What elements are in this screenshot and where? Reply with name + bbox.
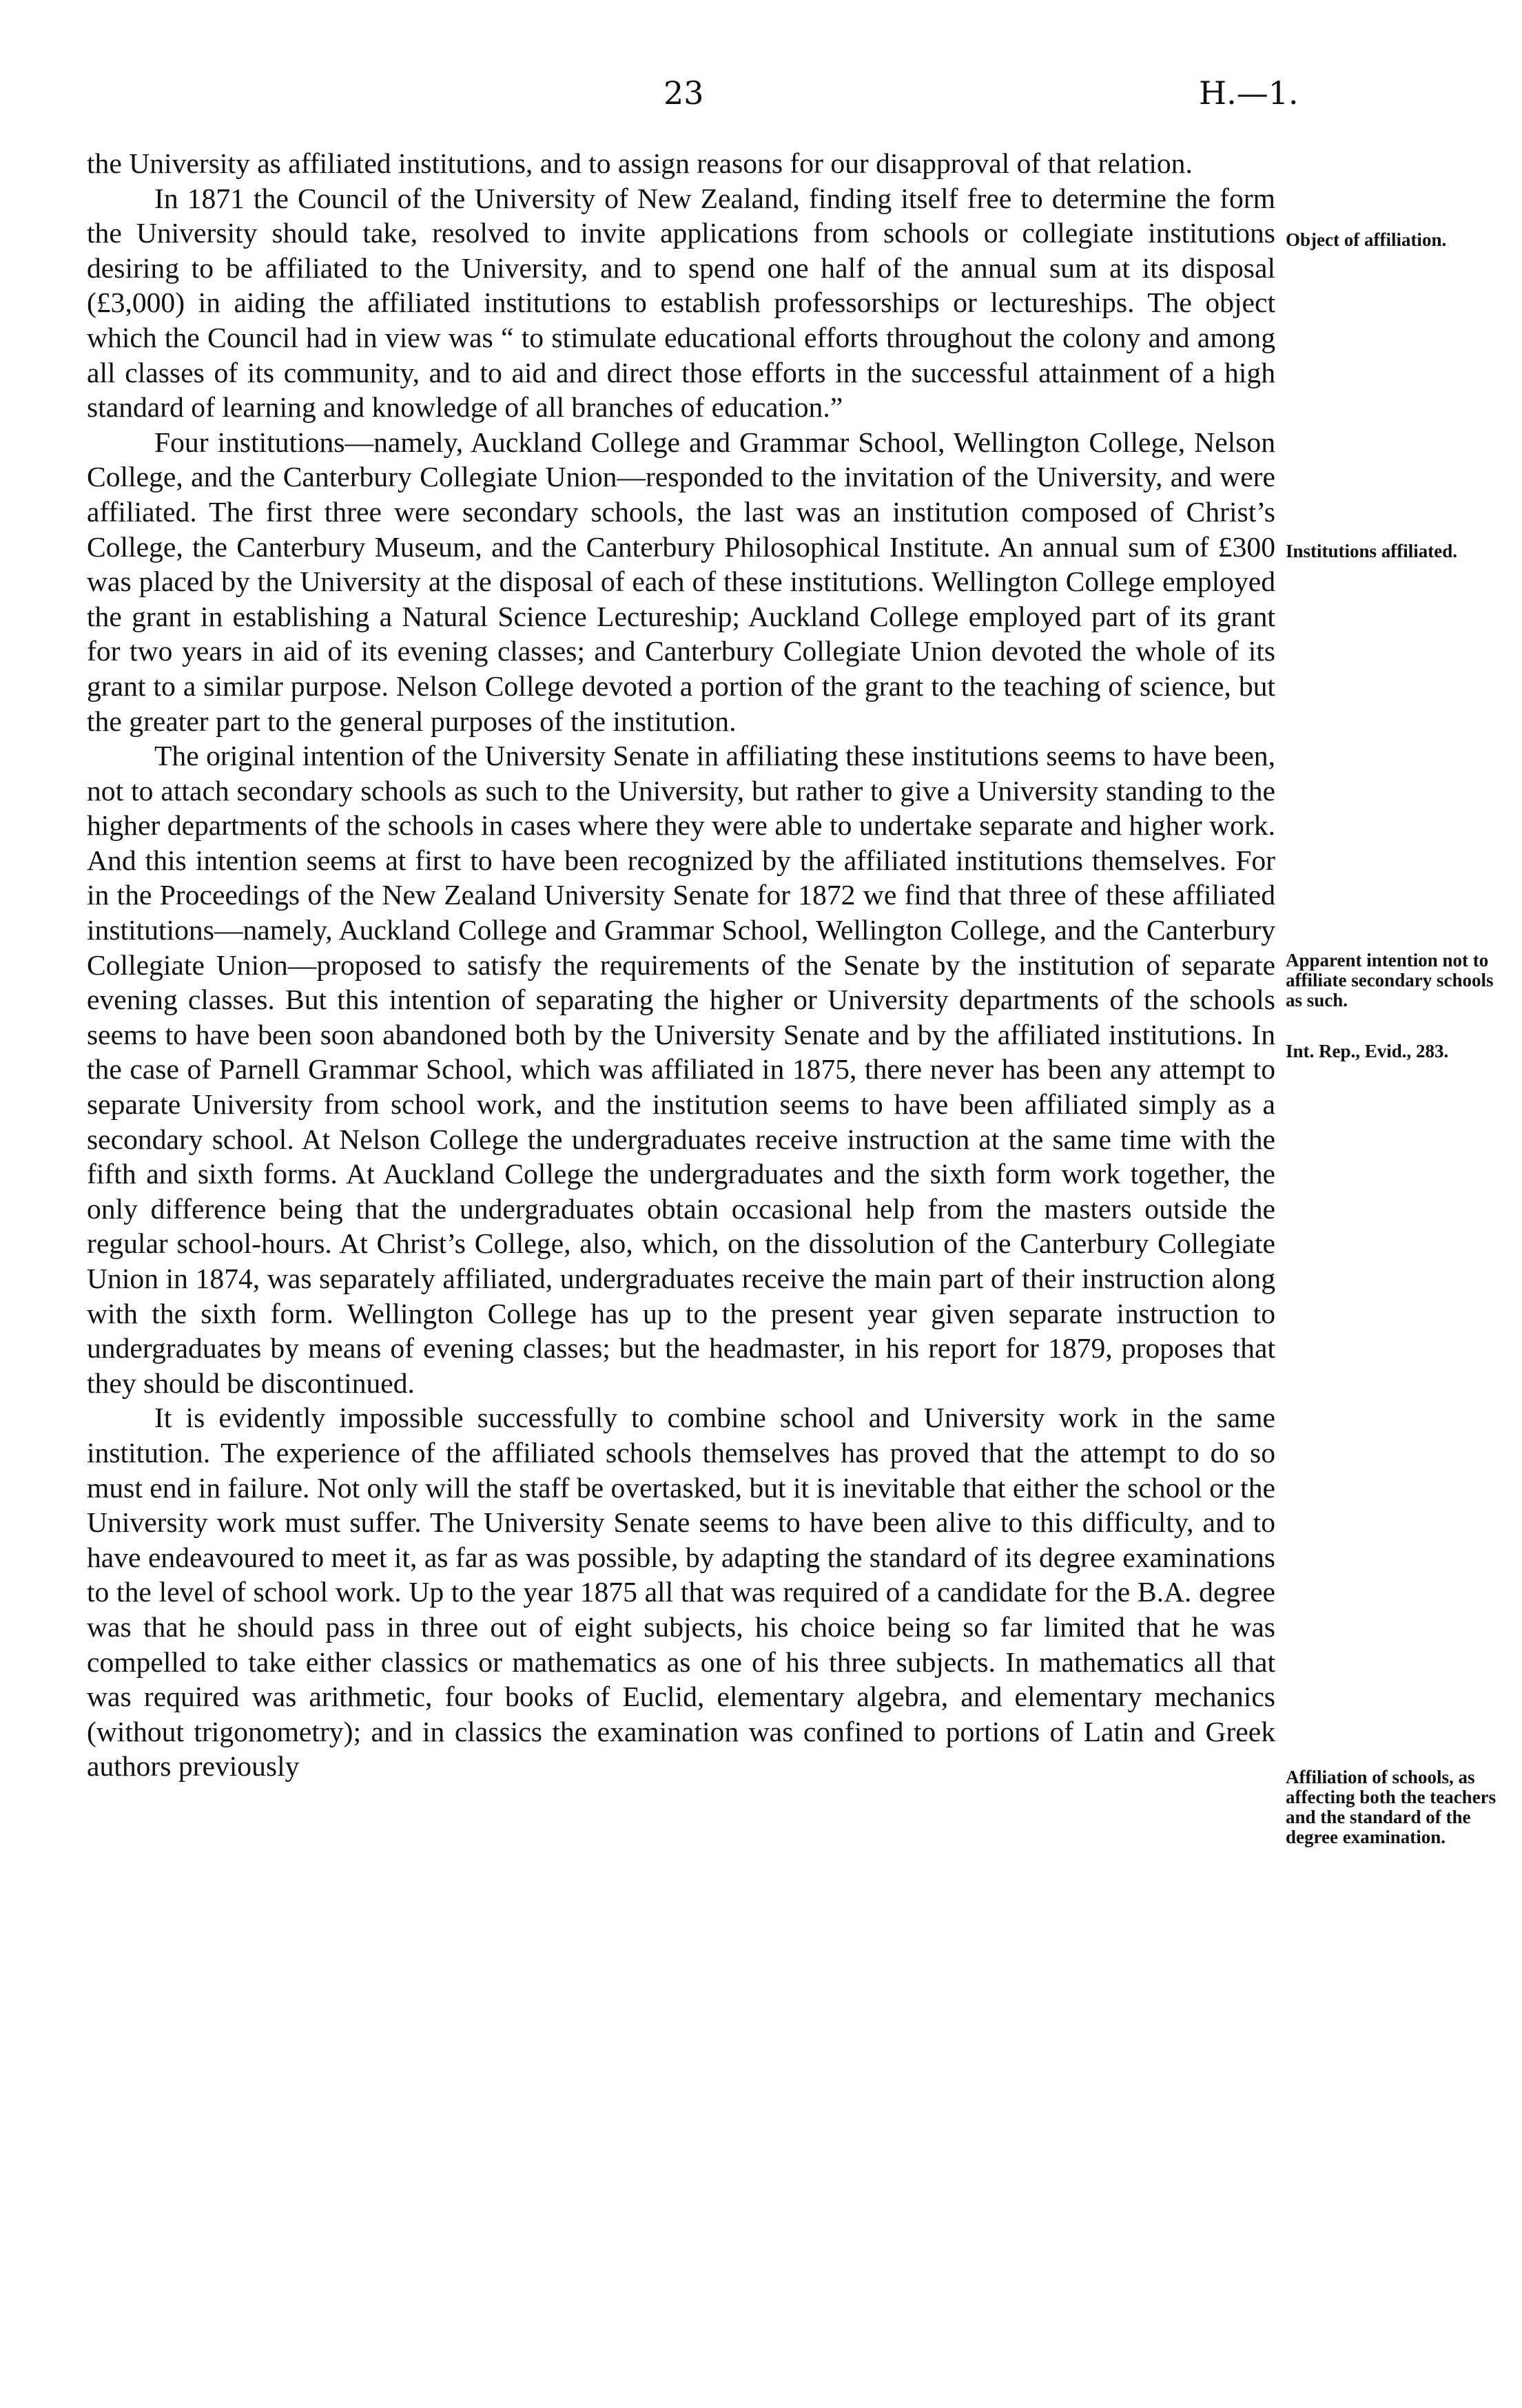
paragraph-1: the University as affiliated institutions, and to assign reasons for our disapproval of that relation. [87, 147, 1193, 179]
paragraph-5: It is evidently impossible successfully to combine school and University work in the same institution. The experience of the affiliated schools themselves has proved that the attempt to do so must end in failure. Not only will the staff be overtasked, but it is inevitable that either the school or the University work must suffer. The University Senate seems to have been alive to this difficulty, and to have endeavoured to meet it, as far as was possible, by adapting the standard of its degree examinations to the level of school work. Up to the year 1875 all that was required of a candidate for the B.A. degree was that he should pass in three out of eight subjects, his choice being so far limited that he was compelled to take either classics or mathematics as one of his three subjects. In mathematics all that was required was arithmetic, four books of Euclid, elementary algebra, and elementary mechanics (without trigonometry); and in classics the examination was confined to portions of Latin and Greek authors previously [87, 1402, 1275, 1783]
body-text [87, 146, 1275, 1784]
marginal-note-object-of-affiliation: Object of affiliation. [1286, 229, 1447, 250]
paragraph-3: Four institutions—namely, Auckland College and Grammar School, Wellington College, Nelson College, and the Canterbury Collegiate Union—responded to the invitation of the University, and were affiliated. The first three were secondary schools, the last was an institution composed of Christ’s College, the Canterbury Museum, and the Canterbury Philosophical Institute. An annual sum of £300 was placed by the University at the disposal of each of these institutions. Wellington College employed the grant in establishing a Natural Science Lectureship; Auckland College employed part of its grant for two years in aid of its evening classes; and Canterbury Collegiate Union devoted the whole of its grant to a similar purpose. Nelson College devoted a portion of the grant to the teaching of science, but the greater part to the general purposes of the institution. [87, 426, 1275, 737]
marginal-note-affiliation-of-schools: Affiliation of schools, as affecting both the teachers and the standard of the degree examination. [1286, 1767, 1497, 1847]
paragraph-2: In 1871 the Council of the University of New Zealand, finding itself free to determine the form the University should take, resolved to invite applications from schools or collegiate institutions desiring to be affiliated to the University, and to spend one half of the annual sum at its disposal (£3,000) in aiding the affiliated institutions to establish professorships or lectureships. The object which the Council had in view was “ to stimulate educational efforts throughout the colony and among all classes of its community, and to aid and direct those efforts in the successful attainment of a high standard of learning and knowledge of all branches of education.” [87, 182, 1275, 424]
marginal-note-reference: Int. Rep., Evid., 283. [1286, 1041, 1449, 1061]
marginal-note-apparent-intention: Apparent intention not to affiliate secondary schools as such. [1286, 950, 1494, 1010]
page-number: 23 [664, 74, 704, 112]
marginal-note-institutions-affiliated: Institutions affiliated. [1286, 541, 1458, 561]
document-code: H.—1. [1199, 74, 1299, 112]
paragraph-4: The original intention of the University Senate in affiliating these institutions seems to have been, not to attach secondary schools as such to the University, but rather to give a University standing to the higher departments of the schools in cases where they were able to undertake separate and higher work. And this intention seems at first to have been recognized by the affiliated institutions themselves. For in the Proceedings of the New Zealand University Senate for 1872 we find that three of these affiliated institutions—namely, Auckland College and Grammar School, Wellington College, and the Canterbury Collegiate Union—proposed to satisfy the requirements of the Senate by the institution of separate evening classes. But this intention of separating the higher or University departments of the schools seems to have been soon abandoned both by the University Senate and by the affiliated institutions. In the case of Parnell Grammar School, which was affiliated in 1875, there never has been any attempt to separate University from school work, and the institution seems to have been affiliated simply as a secondary school. At Nelson College the undergraduates receive instruction at the same time with the fifth and sixth forms. At Auckland College the undergraduates and the sixth form work together, the only difference being that the undergraduates obtain occasional help from the masters outside the regular school-hours. At Christ’s College, also, which, on the dissolution of the Canterbury Collegiate Union in 1874, was separately affiliated, undergraduates receive the main part of their instruction along with the sixth form. Wellington College has up to the present year given separate instruction to undergraduates by means of evening classes; but the headmaster, in his report for 1879, proposes that they should be discontinued. [87, 740, 1275, 1399]
